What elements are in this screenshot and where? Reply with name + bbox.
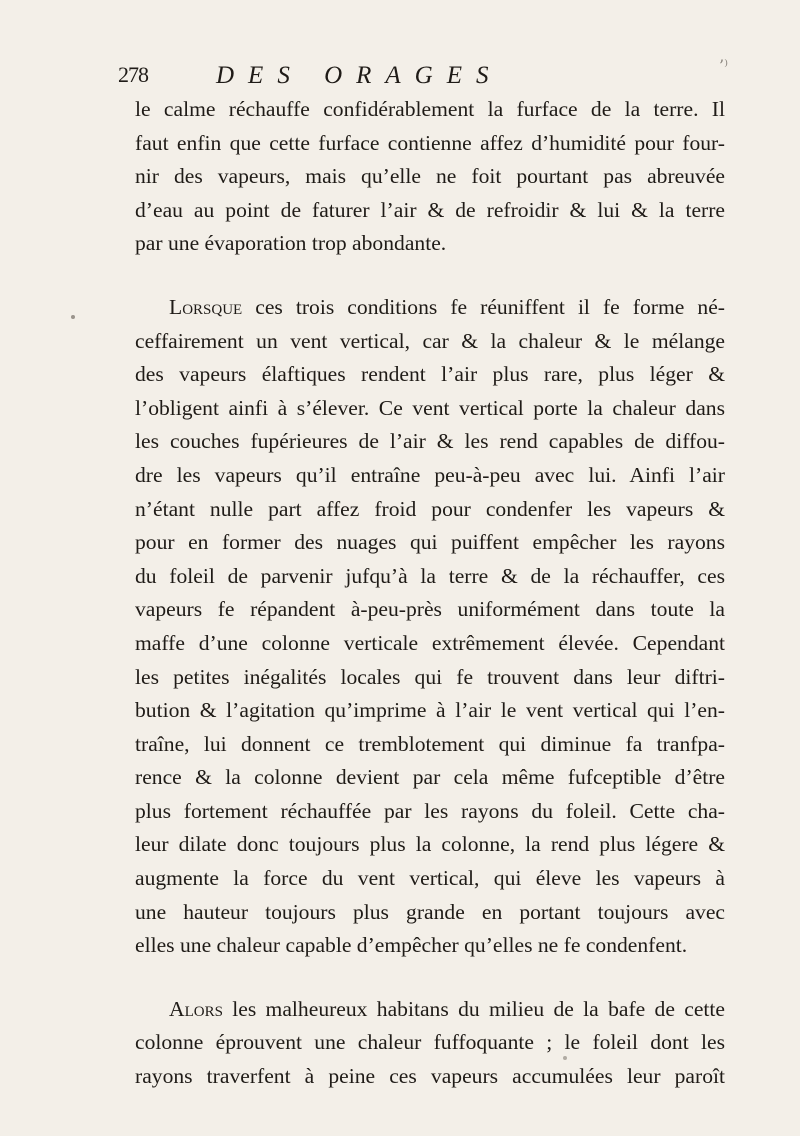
text-line: des vapeurs élaftiques rendent l’air plus rare, plus léger &: [135, 362, 725, 387]
text-line: ceffairement un vent vertical, car & la chaleur & le mélange: [135, 328, 725, 353]
text-line-first: [135, 291, 725, 325]
page-header: [118, 56, 728, 96]
text-line: augmente la force du vent vertical, qui éleve les vapeurs à: [135, 866, 725, 891]
paragraph-2: [135, 291, 725, 963]
ink-speck: [71, 315, 75, 319]
text-line: pour en former des nuages qui puiffent empêcher les rayons: [135, 530, 725, 555]
text-line: traîne, lui donnent ce tremblotement qui diminue fa tranfpa-: [135, 731, 725, 756]
text-line: rayons traverfent à peine ces vapeurs accumulées leur paroît: [135, 1064, 725, 1089]
text-line: faut enfin que cette furface contienne affez d’humidité pour four-: [135, 130, 725, 155]
text-line: plus fortement réchauffée par les rayons du foleil. Cette cha-: [135, 798, 725, 823]
text-line: n’étant nulle part affez froid pour condenfer les vapeurs &: [135, 496, 725, 521]
paragraph-1: [135, 93, 725, 261]
lead-word: Alors: [169, 996, 223, 1021]
text-line: l’obligent ainfi à s’élever. Ce vent vertical porte la chaleur dans: [135, 395, 725, 420]
text-line: les couches fupérieures de l’air & les rend capables de diffou-: [135, 429, 725, 454]
page-number: 278: [118, 62, 148, 87]
text-line: elles une chaleur capable d’empêcher qu’elles ne fe condenfent.: [135, 933, 688, 958]
paragraph-gap: [135, 963, 725, 993]
text-line: d’eau au point de faturer l’air & de refroidir & lui & la terre: [135, 197, 725, 222]
paragraph-3: [135, 993, 725, 1094]
text-line-rest: les malheureux habitans du milieu de la bafe de cette: [222, 996, 725, 1021]
text-line-rest: ces trois conditions fe réuniffent il fe forme né-: [242, 294, 725, 319]
margin-mark: ’⁾: [718, 56, 728, 75]
paragraph-gap: [135, 261, 725, 291]
text-line-first: [135, 993, 725, 1027]
body-text: [135, 93, 725, 1094]
text-line: maffe d’une colonne verticale extrêmement élevée. Cependant: [135, 630, 725, 655]
text-line: les petites inégalités locales qui fe trouvent dans leur diftri-: [135, 664, 725, 689]
lead-word: Lorsque: [169, 294, 243, 319]
text-line: dre les vapeurs qu’il entraîne peu-à-peu avec lui. Ainfi l’air: [135, 462, 725, 487]
text-line: bution & l’agitation qu’imprime à l’air le vent vertical qui l’en-: [135, 698, 725, 723]
text-line: colonne éprouvent une chaleur fuffoquante ; le foleil dont les: [135, 1030, 725, 1055]
text-line: vapeurs fe répandent à-peu-près uniformément dans toute la: [135, 597, 725, 622]
text-line: nir des vapeurs, mais qu’elle ne foit pourtant pas abreuvée: [135, 164, 725, 189]
text-line: le calme réchauffe confidérablement la furface de la terre. Il: [135, 97, 725, 121]
running-title: DES ORAGES: [216, 62, 503, 89]
text-line: une hauteur toujours plus grande en portant toujours avec: [135, 899, 725, 924]
text-line: rence & la colonne devient par cela même fufceptible d’être: [135, 765, 725, 790]
text-line: par une évaporation trop abondante.: [135, 231, 447, 256]
text-line: du foleil de parvenir jufqu’à la terre & de la réchauffer, ces: [135, 563, 725, 588]
text-line: leur dilate donc toujours plus la colonne, la rend plus légere &: [135, 832, 725, 857]
